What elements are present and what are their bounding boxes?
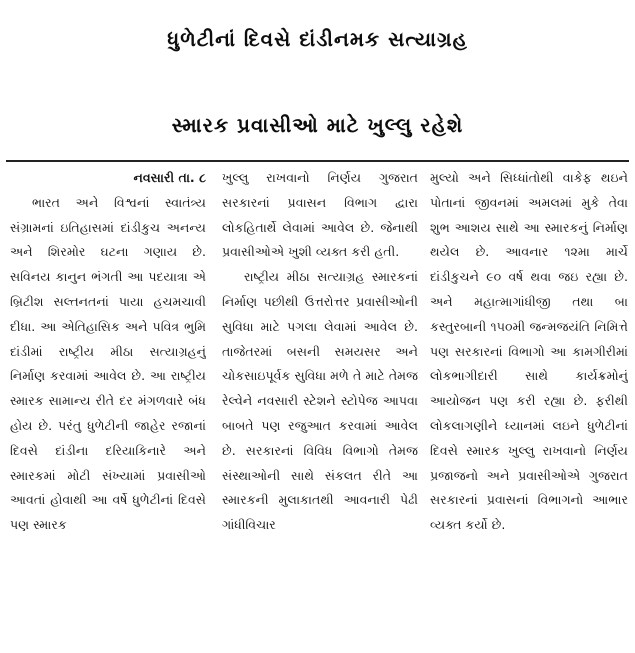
article-column-1	[10, 166, 206, 650]
article-column-2	[222, 166, 418, 650]
article-paragraph: ભારત અને વિશ્વનાં સ્વાતંત્ર્ય સંગ્રામનાં ઇતિહાસમાં દાંડીકુચ અનન્ય અને શિરમોર ઘટના ગણાય છે. સવિનય કાનુન ભંગતી આ પદયાત્રા એ બ્રિટીશ સલ્તનતનાં પાયા હચમચાવી દીધા. આ એતિહાસિક અને પવિત્ર ભુમિ દાંડીમાં રાષ્ટ્રીય મીઠા સત્યાગ્રહનું નિર્માણ કરવામાં આવેલ છે. આ રાષ્ટ્રીય સ્મારક સામાન્ય રીતે દર મંગળવારે બંધ હોય છે. પરંતુ ધુળેટીની જાહેર રજાનાં દિવસે દાંડીના દરિયાકિનારે અને સ્મારકમાં મોટી સંખ્યામાં પ્રવાસીઓ આવતાં હોવાથી આ વર્ષે ધુળેટીનાં દિવસે પણ સ્મારક	[10, 194, 206, 533]
article-paragraph: ખુલ્લુ રાખવાનો નિર્ણય ગુજરાત સરકારનાં પ્રવાસન વિભાગ દ્વારા લોકહિતાર્થે લેવામાં આવેલ છે. જેનાથી પ્રવાસીઓએ ખુશી વ્યક્ત કરી હતી.	[222, 170, 418, 260]
dateline: નવસારી તા. ૮	[133, 170, 206, 185]
article-paragraph: રાષ્ટ્રીય મીઠા સત્યાગ્રહ સ્મારકનાં નિર્માણ પછીથી ઉત્તરોત્તર પ્રવાસીઓની સુવિધા માટે પગલા લેવામાં આવેલ છે. તાજેતરમાં બસની સમયસર અને ચોકસાઇપૂર્વક સુવિધા મળે તે માટે તેમજ રેલ્વેને નવસારી સ્ટેશને સ્ટોપેજ આપવા બાબતે પણ રજુઆત કરવામાં આવેલ છે. સરકારનાં વિવિધ વિભાગો તેમજ સંસ્થાઓની સાથે સંકલત રીતે આ સ્મારકની મુલાકાતથી આવનારી પેઢી ગાંધીવિચાર	[222, 269, 418, 533]
headline-line-2: સ્મારક પ્રવાસીઓ માટે ખુલ્લુ રહેશે	[171, 113, 464, 137]
article-column-3	[430, 166, 628, 650]
headline-divider	[6, 160, 629, 162]
headline-line-1: ધુળેટીનાં દિવસે દાંડીનમક સત્યાગ્રહ	[167, 27, 468, 51]
article-paragraph: મુલ્યો અને સિધ્ધાંતોથી વાકેફ થઇને પોતાનાં જીવનમાં અમલમાં મુકે તેવા શુભ આશય સાથે આ સ્મારકનું નિર્માણ થયેલ છે. આવનાર ૧૨મા માર્ચે દાંડીકુચને ૯૦ વર્ષ થવા જઇ રહ્યા છે. અને મહાત્માગાંધીજી તથા બા કસ્તુરબાની ૧૫૦મી જન્મજયંતિ નિમિત્તે પણ સરકારનાં વિભાગો આ કામગીરીમાં લોકભાગીદારી સાથે કાર્યક્રમોનું આયોજન પણ કરી રહ્યા છે. ફરીથી લોકલાગણીને ધ્યાનમાં લઇને ધુળેટીનાં દિવસે સ્મારક ખુલ્લુ રાખવાનો નિર્ણય પ્રજાજનો અને પ્રવાસીઓએ ગુજરાત સરકારનાં પ્રવાસનાં વિભાગનો આભાર વ્યક્ત કર્યો છે.	[430, 170, 628, 533]
